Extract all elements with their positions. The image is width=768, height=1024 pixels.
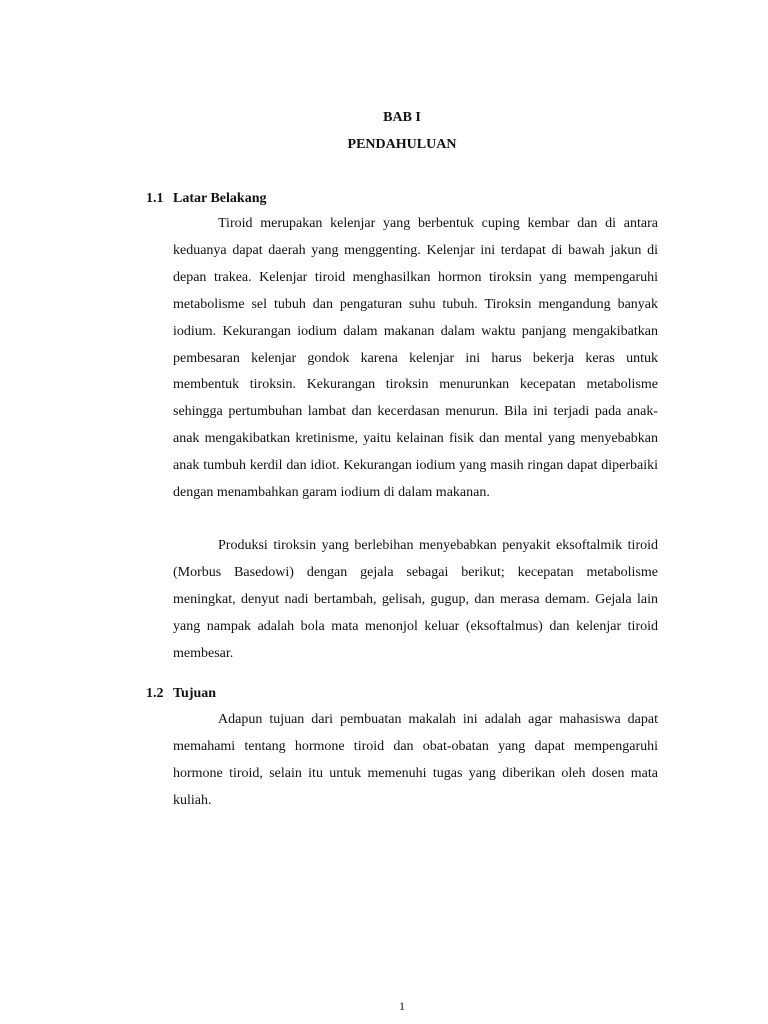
- section-number: 1.2: [146, 686, 164, 701]
- paragraph-latar-belakang-1: Tiroid merupakan kelenjar yang berbentuk cuping kembar dan di antara keduanya dapat daerah yang menggenting. Kelenjar ini terdapat di bawah jakun di depan trakea. Kelenjar tiroid menghasilkan hormon tiroksin yang mempengaruhi metabolisme sel tubuh dan pengaturan suhu tubuh. Tiroksin mengandung banyak iodium. Kekurangan iodium dalam makanan dalam waktu panjang mengakibatkan pembesaran kelenjar gondok karena kelenjar ini harus bekerja keras untuk membentuk tiroksin. Kekurangan tiroksin menurunkan kecepatan metabolisme sehingga pertumbuhan lambat dan kecerdasan menurun. Bila ini terjadi pada anak-anak mengakibatkan kretinisme, yaitu kelainan fisik dan mental yang menyebabkan anak tumbuh kerdil dan idiot. Kekurangan iodium yang masih ringan dapat diperbaiki dengan menambahkan garam iodium di dalam makanan.: [173, 216, 658, 501]
- section-title: Latar Belakang: [173, 191, 267, 206]
- paragraph-tujuan: Adapun tujuan dari pembuatan makalah ini adalah agar mahasiswa dapat memahami tentang hormone tiroid dan obat-obatan yang dapat mempengaruhi hormone tiroid, selain itu untuk memenuhi tugas yang diberikan oleh dosen mata kuliah.: [173, 712, 658, 808]
- section-heading-tujuan: [146, 685, 216, 703]
- page-number: 1: [399, 999, 405, 1013]
- paragraph-latar-belakang-2: Produksi tiroksin yang berlebihan menyebabkan penyakit eksoftalmik tiroid (Morbus Basedowi) dengan gejala sebagai berikut; kecepatan metabolisme meningkat, denyut nadi bertambah, gelisah, gugup, dan merasa demam. Gejala lain yang nampak adalah bola mata menonjol keluar (eksoftalmus) dan kelenjar tiroid membesar.: [173, 538, 658, 661]
- chapter-title: PENDAHULUAN: [347, 137, 457, 152]
- section-heading-latar-belakang: [146, 190, 266, 208]
- section-title: Tujuan: [173, 686, 217, 701]
- chapter-number: BAB I: [383, 110, 421, 125]
- section-number: 1.1: [146, 191, 164, 206]
